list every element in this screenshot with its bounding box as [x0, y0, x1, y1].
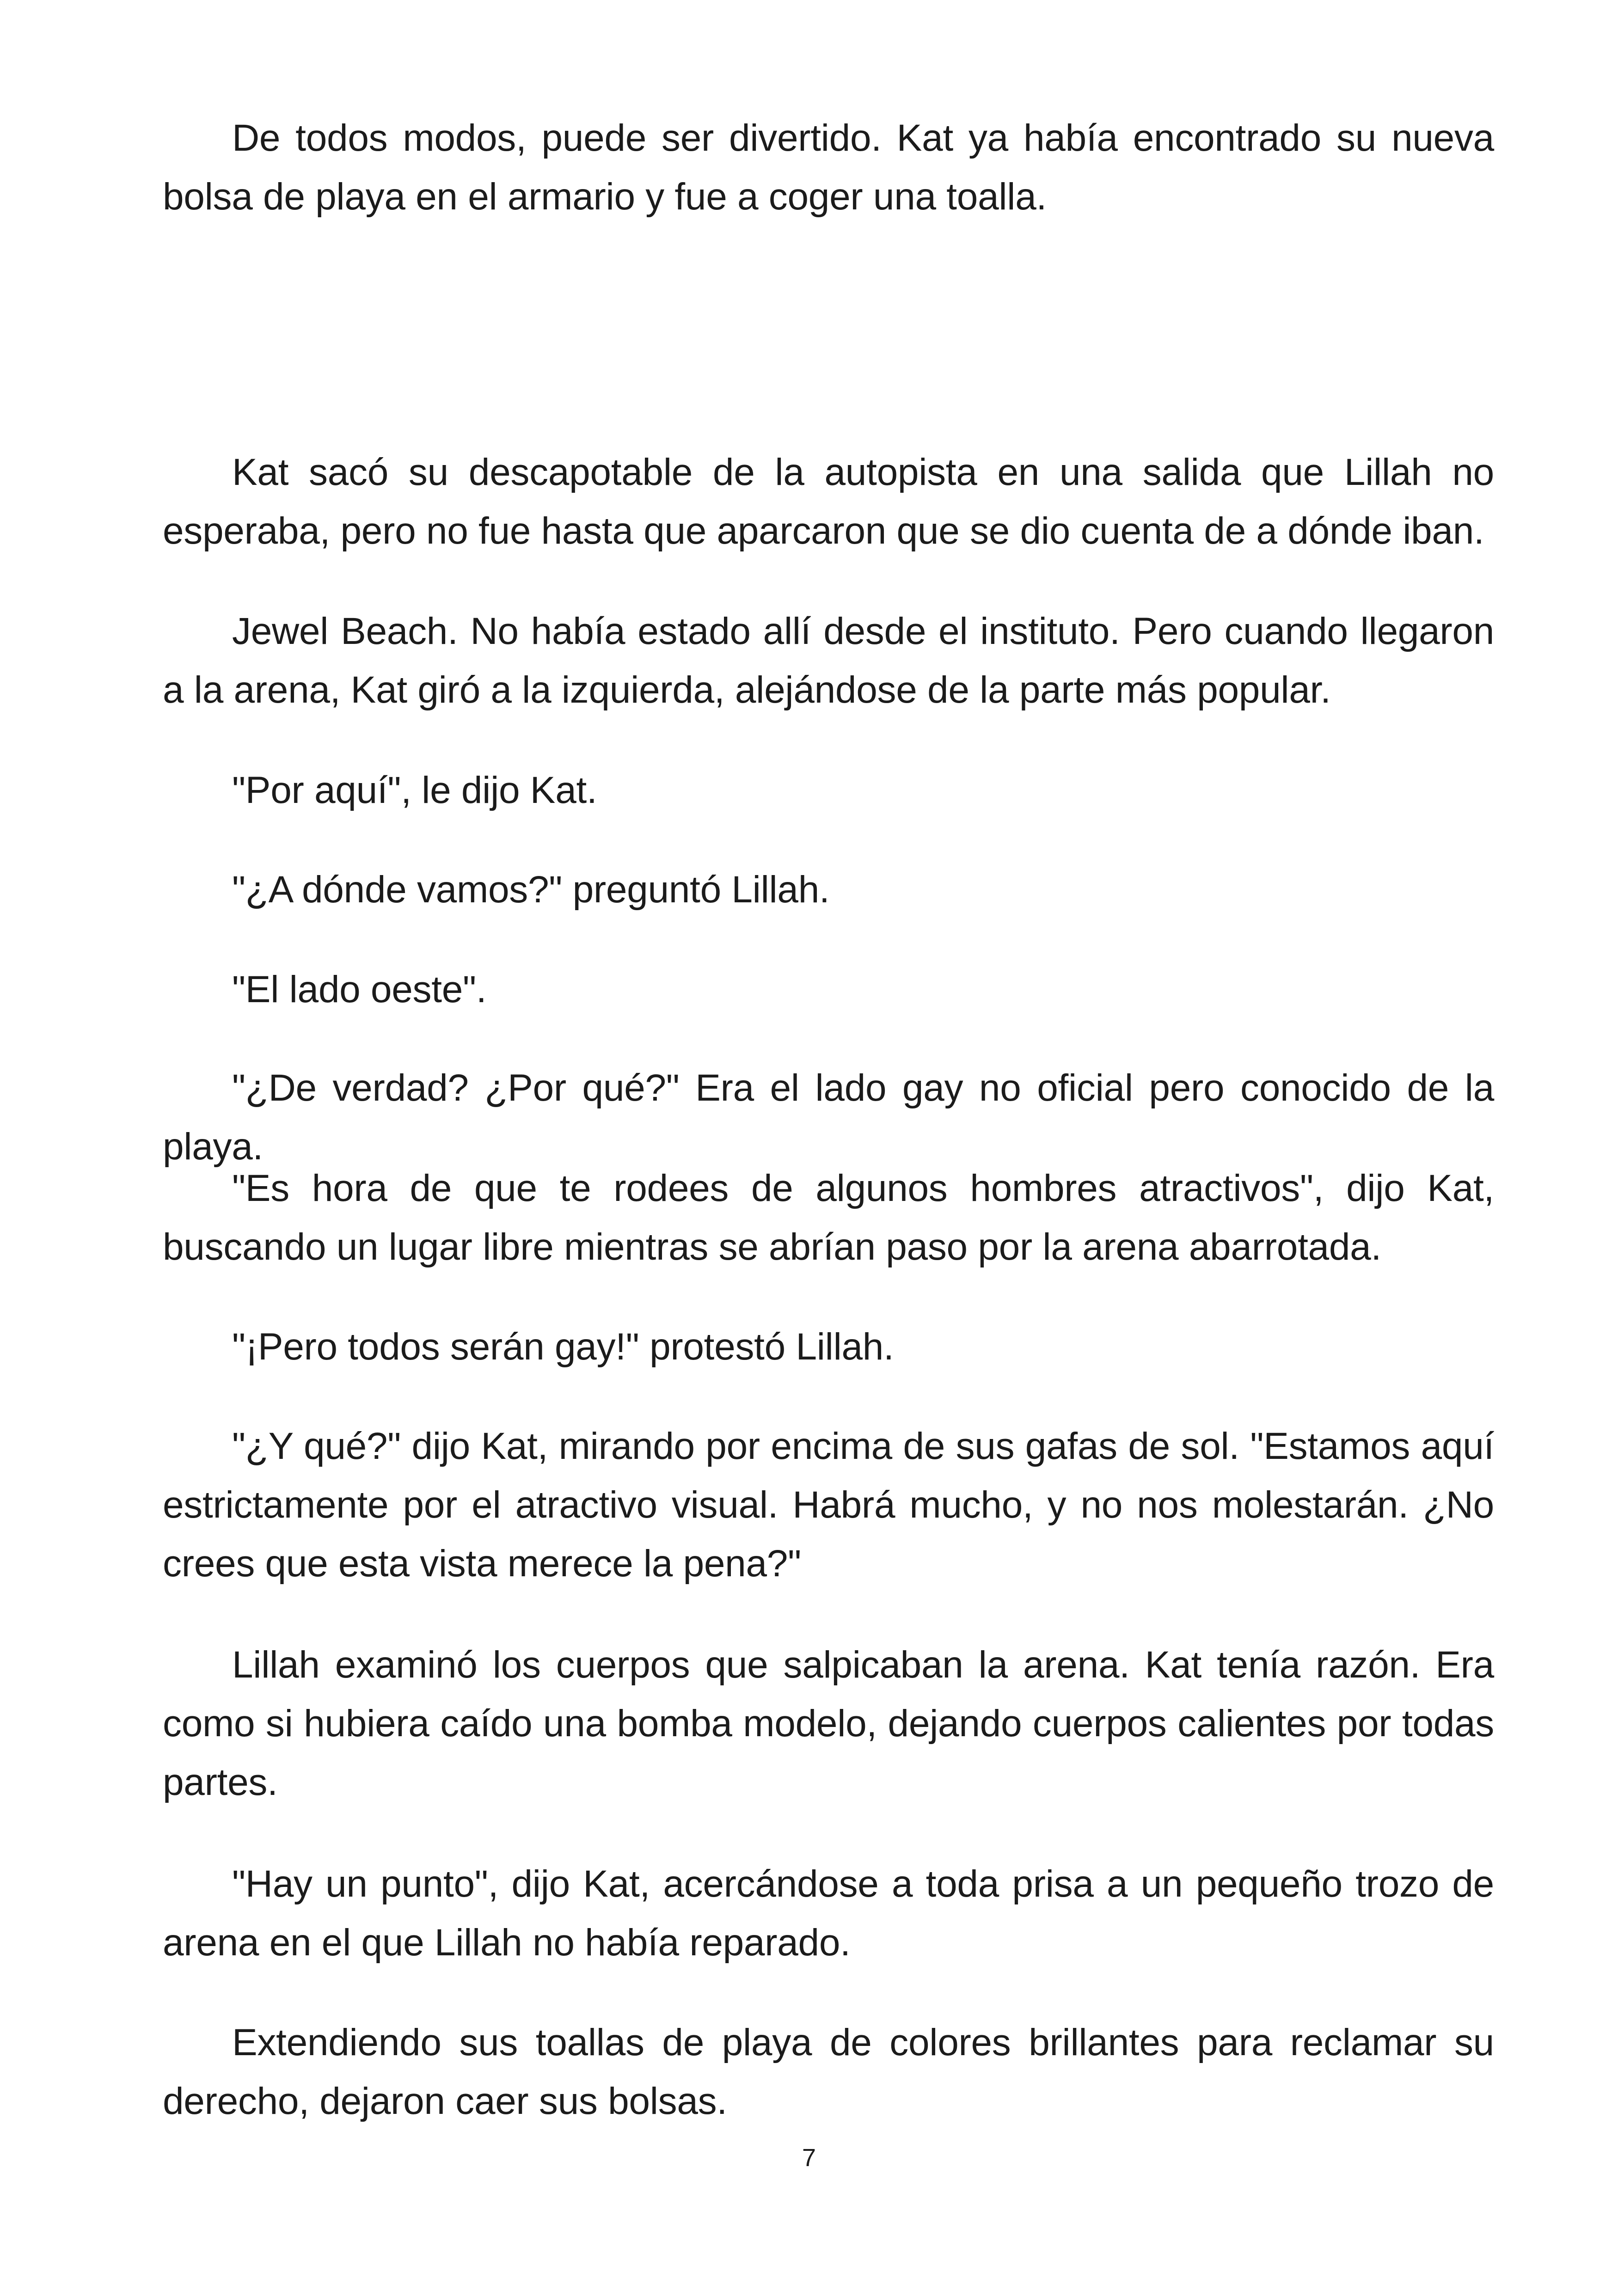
paragraph-9: "¡Pero todos serán gay!" protestó Lillah.	[232, 1326, 894, 1368]
paragraph-1: De todos modos, puede ser divertido. Kat ya había encontrado su nueva bolsa de playa en el armario y fue a coger una toalla.	[163, 117, 1494, 218]
paragraph-11: Lillah examinó los cuerpos que salpicaban la arena. Kat tenía razón. Era como si hubiera caído una bomba modelo, dejando cuerpos calientes por todas partes.	[163, 1644, 1494, 1803]
page-number: 7	[802, 2144, 816, 2172]
paragraph-10: "¿Y qué?" dijo Kat, mirando por encima de sus gafas de sol. "Estamos aquí estrictamente por el atractivo visual. Habrá mucho, y no nos molestarán. ¿No crees que esta vista merece la pena?"	[163, 1425, 1494, 1585]
paragraph-8: "Es hora de que te rodees de algunos hombres atractivos", dijo Kat, buscando un lugar libre mientras se abrían paso por la arena abarrotada.	[163, 1167, 1494, 1268]
paragraph-5: "¿A dónde vamos?" preguntó Lillah.	[232, 869, 830, 911]
paragraph-3: Jewel Beach. No había estado allí desde el instituto. Pero cuando llegaron a la arena, Kat giró a la izquierda, alejándose de la parte más popular.	[163, 610, 1494, 711]
paragraph-4: "Por aquí", le dijo Kat.	[232, 769, 597, 811]
paragraph-2: Kat sacó su descapotable de la autopista en una salida que Lillah no esperaba, pero no fue hasta que aparcaron que se dio cuenta de a dónde iban.	[163, 451, 1494, 552]
paragraph-7: "¿De verdad? ¿Por qué?" Era el lado gay no oficial pero conocido de la playa.	[163, 1067, 1494, 1168]
paragraph-13: Extendiendo sus toallas de playa de colores brillantes para reclamar su derecho, dejaron caer sus bolsas.	[163, 2021, 1494, 2122]
paragraph-6: "El lado oeste".	[232, 968, 487, 1010]
paragraph-12: "Hay un punto", dijo Kat, acercándose a toda prisa a un pequeño trozo de arena en el que Lillah no había reparado.	[163, 1863, 1494, 1964]
